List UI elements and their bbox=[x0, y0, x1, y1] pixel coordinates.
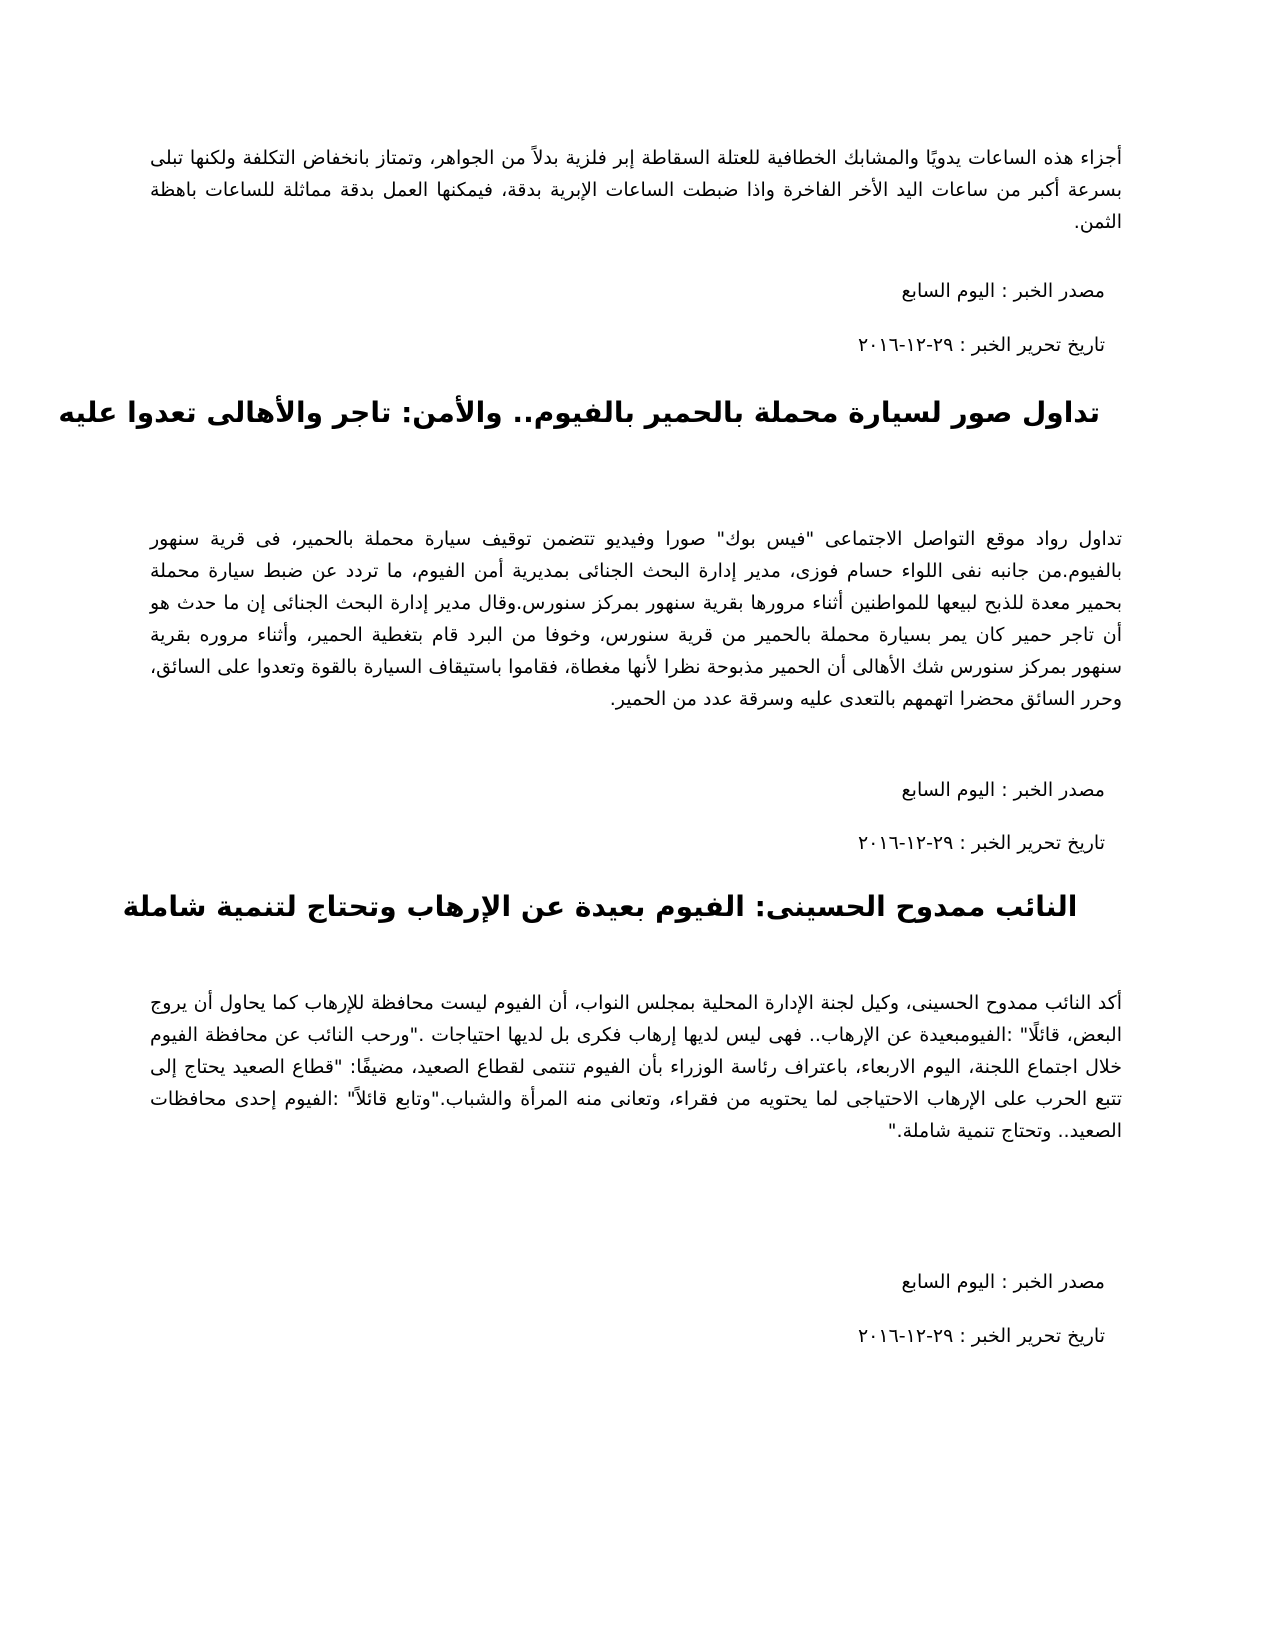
article-3-source: مصدر الخبر:اليوم السابع bbox=[901, 1271, 1105, 1293]
article-3-headline: النائب ممدوح الحسينى: الفيوم بعيدة عن الإرهاب وتحتاج لتنمية شاملة bbox=[122, 890, 1078, 923]
article-1-date: تاريخ تحرير الخبر:٢٩-١٢-٢٠١٦ bbox=[857, 334, 1105, 356]
source-label: مصدر الخبر bbox=[1013, 280, 1105, 302]
source-value: اليوم السابع bbox=[901, 280, 996, 302]
source-label: مصدر الخبر bbox=[1013, 779, 1105, 801]
article-2-body: تداول رواد موقع التواصل الاجتماعى "فيس بوك" صورا وفيديو تتضمن توقيف سيارة محملة بالحمير، فى قرية سنهور بالفيوم.من جانبه نفى اللواء حسام فوزى، مدير إدارة البحث الجنائى بمديرية أمن الفيوم، ما تردد عن ضبط سيارة محملة بحمير معدة للذبح لبيعها للمواطنين أثناء مرورها بقرية سنهور بمركز سنورس.وقال مدير إدارة البحث الجنائى إن ما حدث هو أن تاجر حمير كان يمر بسيارة محملة بالحمير من قرية سنورس، وخوفا من البرد قام بتغطية الحمير، وأثناء مروره بقرية سنهور بمركز سنورس شك الأهالى أن الحمير مذبوحة نظرا لأنها مغطاة، فقاموا باستيقاف السيارة بالقوة وتعدوا على السائق، وحرر السائق محضرا اتهمهم بالتعدى عليه وسرقة عدد من الحمير. bbox=[150, 528, 1122, 710]
article-3-body: أكد النائب ممدوح الحسينى، وكيل لجنة الإدارة المحلية بمجلس النواب، أن الفيوم ليست محافظة للإرهاب كما يحاول أن يروج البعض، قائلًا" :الفيومبعيدة عن الإرهاب.. فهى ليس لديها إرهاب فكرى بل لديها احتياجات ."ورحب النائب عن محافظة الفيوم خلال اجتماع اللجنة، اليوم الاربعاء، باعتراف رئاسة الوزراء بأن الفيوم تنتمى لقطاع الصعيد، مضيفًا: "قطاع الصعيد يحتاج إلى تتبع الحرب على الإرهاب الاحتياجى لما يحتويه من فقراء، وتعانى منه المرأة والشباب."وتابع قائلاً" :الفيوم إحدى محافظات الصعيد.. وتحتاج تنمية شاملة." bbox=[150, 992, 1122, 1142]
article-3-date: تاريخ تحرير الخبر:٢٩-١٢-٢٠١٦ bbox=[857, 1325, 1105, 1347]
article-2-headline: تداول صور لسيارة محملة بالحمير بالفيوم.. والأمن: تاجر والأهالى تعدوا عليه bbox=[58, 396, 1100, 429]
date-label: تاريخ تحرير الخبر bbox=[971, 1325, 1105, 1347]
source-value: اليوم السابع bbox=[901, 1271, 996, 1293]
article-1-source: مصدر الخبر:اليوم السابع bbox=[901, 280, 1105, 302]
date-label: تاريخ تحرير الخبر bbox=[971, 832, 1105, 854]
article-1-body: أجزاء هذه الساعات يدويًا والمشابك الخطافية للعتلة السقاطة إبر فلزية بدلاً من الجواهر، وتمتاز بانخفاض التكلفة ولكنها تبلى بسرعة أكبر من ساعات اليد الأخر الفاخرة واذا ضبطت الساعات الإبرية بدقة، فيمكنها العمل بدقة مماثلة للساعات باهظة الثمن. bbox=[150, 147, 1122, 233]
article-2-date: تاريخ تحرير الخبر:٢٩-١٢-٢٠١٦ bbox=[857, 832, 1105, 854]
article-2-source: مصدر الخبر:اليوم السابع bbox=[901, 779, 1105, 801]
date-value: ٢٩-١٢-٢٠١٦ bbox=[857, 1325, 954, 1347]
date-label: تاريخ تحرير الخبر bbox=[971, 334, 1105, 356]
source-label: مصدر الخبر bbox=[1013, 1271, 1105, 1293]
source-value: اليوم السابع bbox=[901, 779, 996, 801]
date-value: ٢٩-١٢-٢٠١٦ bbox=[857, 334, 954, 356]
date-value: ٢٩-١٢-٢٠١٦ bbox=[857, 832, 954, 854]
